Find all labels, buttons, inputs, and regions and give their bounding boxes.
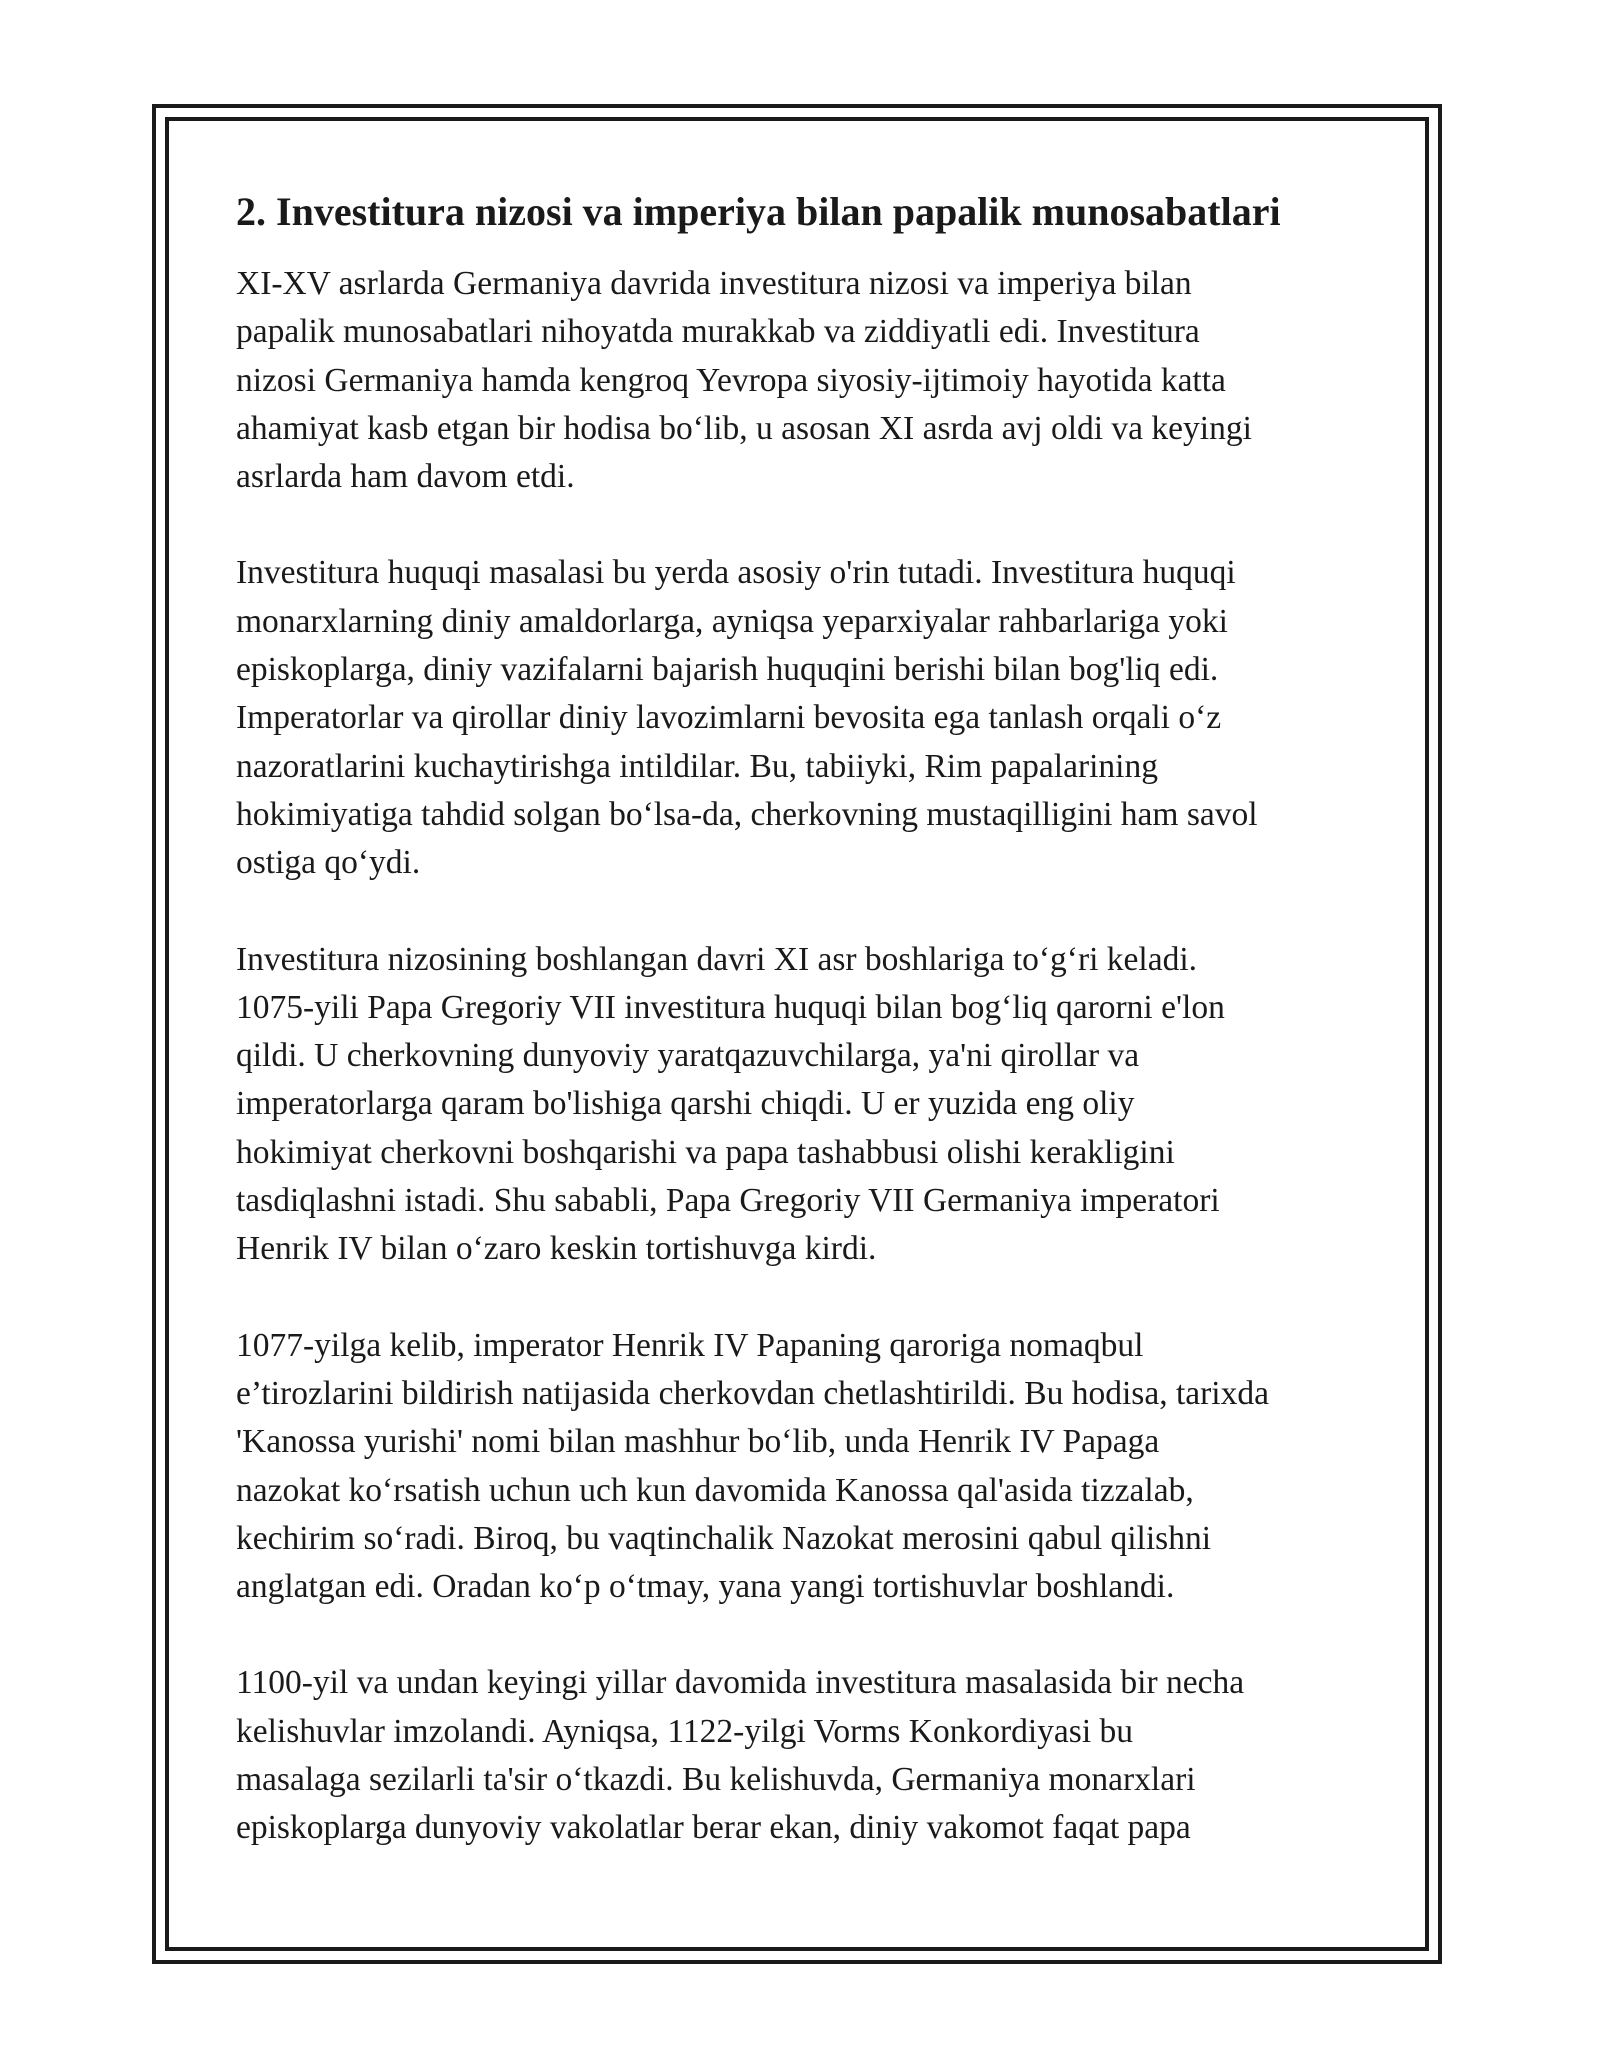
paragraph-line: e’tirozlarini bildirish natijasida cherkovdan chetlashtirildi. Bu hodisa, tarixda: [236, 1374, 1269, 1412]
paragraph-line: ahamiyat kasb etgan bir hodisa boʻlib, u asosan XI asrda avj oldi va keyingi: [236, 409, 1252, 447]
paragraph-line: episkoplarga, diniy vazifalarni bajarish huquqini berishi bilan bog'liq edi.: [236, 651, 1219, 689]
paragraph-line: tasdiqlashni istadi. Shu sababli, Papa Gregoriy VII Germaniya imperatori: [236, 1182, 1220, 1220]
paragraph-line: anglatgan edi. Oradan koʻp oʻtmay, yana yangi tortishuvlar boshlandi.: [236, 1568, 1175, 1606]
paragraph-line: masalaga sezilarli ta'sir oʻtkazdi. Bu kelishuvda, Germaniya monarxlari: [236, 1761, 1196, 1799]
paragraph-line: 1077-yilga kelib, imperator Henrik IV Papaning qaroriga nomaqbul: [236, 1326, 1144, 1364]
paragraph-line: Imperatorlar va qirollar diniy lavozimlarni bevosita ega tanlash orqali oʻz: [236, 699, 1222, 737]
paragraph-line: asrlarda ham davom etdi.: [236, 458, 575, 496]
paragraph: [236, 260, 1386, 501]
paragraph-line: nazoratlarini kuchaytirishga intildilar. Bu, tabiiyki, Rim papalarining: [236, 747, 1158, 785]
section-heading: 2. Investitura nizosi va imperiya bilan papalik munosabatlari: [236, 189, 1281, 234]
paragraph-list: [236, 260, 1386, 1853]
paragraph-line: papalik munosabatlari nihoyatda murakkab va ziddiyatli edi. Investitura: [236, 313, 1200, 351]
paragraph-line: Henrik IV bilan oʻzaro keskin tortishuvga kirdi.: [236, 1230, 877, 1268]
paragraph: [236, 1659, 1386, 1852]
paragraph-line: kechirim soʻradi. Biroq, bu vaqtinchalik Nazokat merosini qabul qilishni: [236, 1519, 1212, 1557]
paragraph-line: imperatorlarga qaram bo'lishiga qarshi chiqdi. U er yuzida eng oliy: [236, 1085, 1135, 1123]
paragraph-line: qildi. U cherkovning dunyoviy yaratqazuvchilarga, ya'ni qirollar va: [236, 1037, 1140, 1075]
paragraph-line: kelishuvlar imzolandi. Ayniqsa, 1122-yilgi Vorms Konkordiyasi bu: [236, 1712, 1134, 1750]
paragraph: [236, 936, 1386, 1274]
document-body: [236, 184, 1386, 1901]
paragraph-line: hokimiyatiga tahdid solgan boʻlsa-da, cherkovning mustaqilligini ham savol: [236, 795, 1258, 833]
paragraph-line: hokimiyat cherkovni boshqarishi va papa tashabbusi olishi kerakligini: [236, 1133, 1175, 1171]
paragraph-line: 1075-yili Papa Gregoriy VII investitura huquqi bilan bogʻliq qarorni e'lon: [236, 988, 1225, 1026]
paragraph-line: ostiga qoʻydi.: [236, 844, 421, 882]
paragraph: [236, 549, 1386, 887]
paragraph-line: XI-XV asrlarda Germaniya davrida investitura nizosi va imperiya bilan: [236, 265, 1192, 302]
paragraph-line: 'Kanossa yurishi' nomi bilan mashhur boʻlib, unda Henrik IV Papaga: [236, 1423, 1160, 1461]
paragraph-line: 1100-yil va undan keyingi yillar davomida investitura masalasida bir necha: [236, 1664, 1245, 1702]
paragraph-line: Investitura huquqi masalasi bu yerda asosiy o'rin tutadi. Investitura huquqi: [236, 554, 1236, 592]
paragraph-line: monarxlarning diniy amaldorlarga, ayniqsa yeparxiyalar rahbarlariga yoki: [236, 602, 1228, 640]
paragraph-line: nazokat koʻrsatish uchun uch kun davomida Kanossa qal'asida tizzalab,: [236, 1471, 1194, 1509]
paragraph-line: Investitura nizosining boshlangan davri XI asr boshlariga toʻgʻri keladi.: [236, 940, 1198, 978]
paragraph: [236, 1322, 1386, 1612]
paragraph-line: nizosi Germaniya hamda kengroq Yevropa siyosiy-ijtimoiy hayotida katta: [236, 361, 1226, 399]
paragraph-line: episkoplarga dunyoviy vakolatlar berar ekan, diniy vakomot faqat papa: [236, 1809, 1191, 1847]
